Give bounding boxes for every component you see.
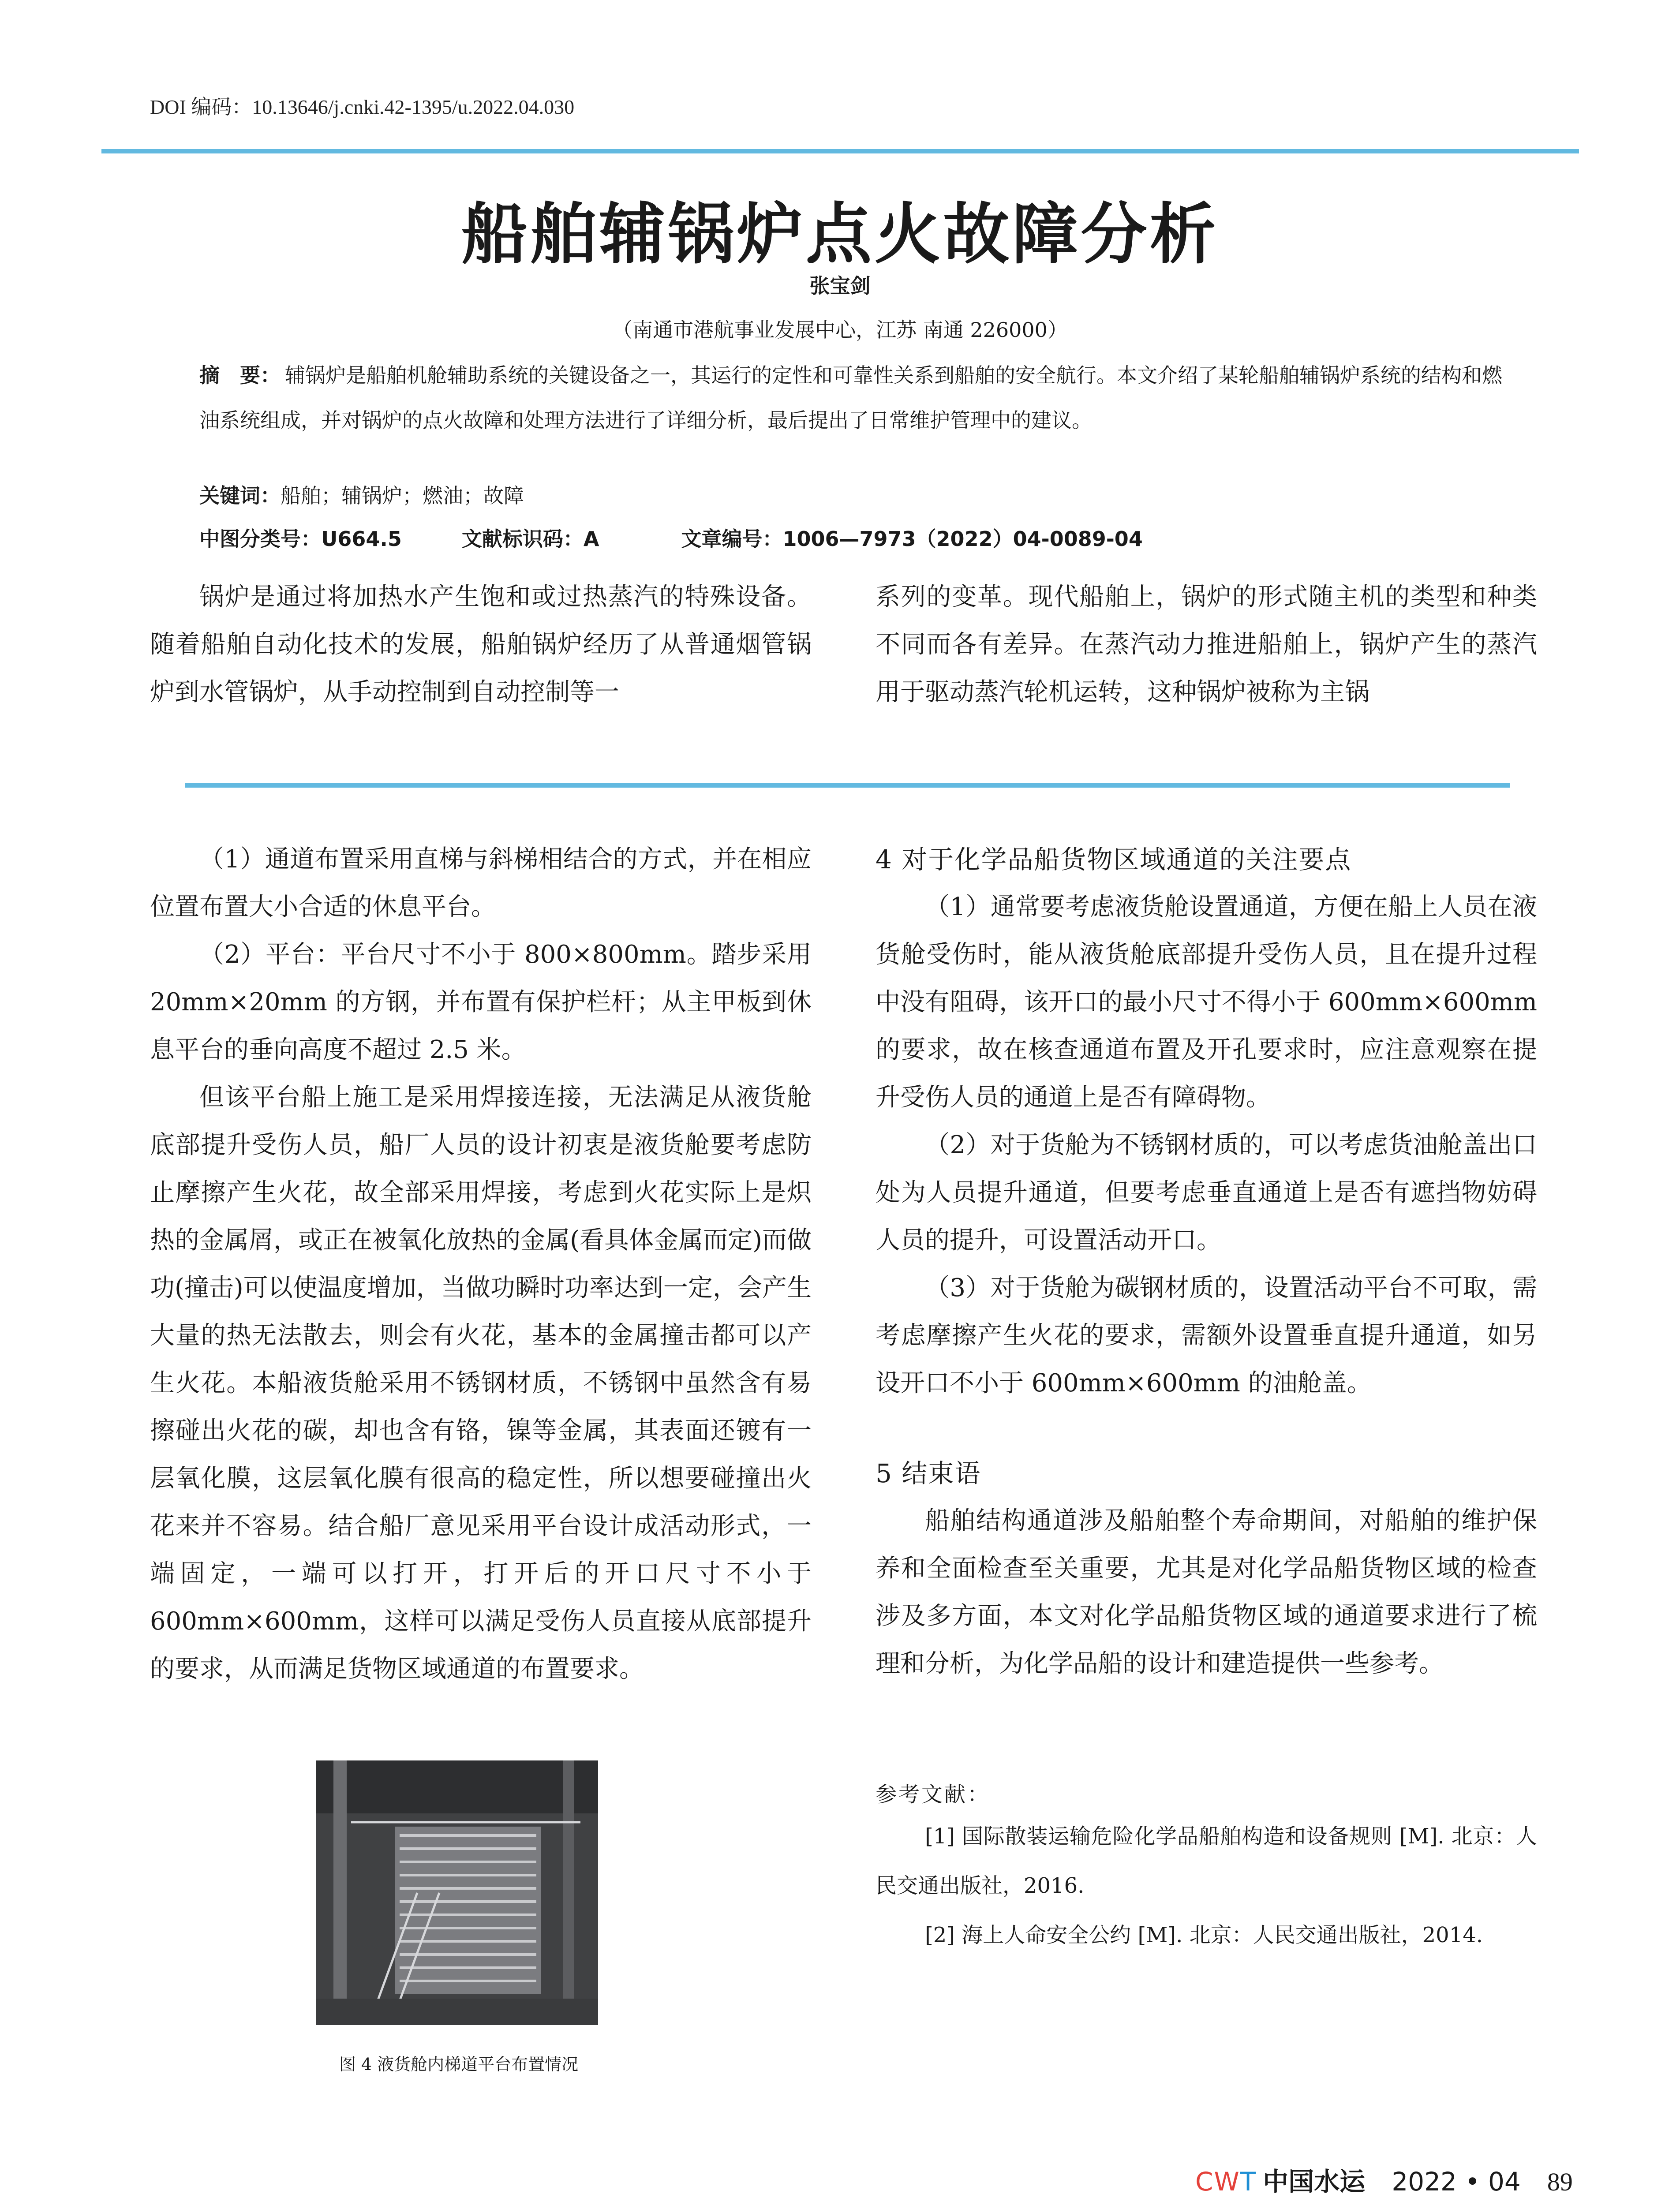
header-rule <box>101 149 1579 153</box>
document-code: 文献标识码：A <box>461 527 599 551</box>
ladder-platform-image <box>316 1760 598 2025</box>
abstract <box>199 353 1505 443</box>
figure-caption: 图 4 液货舱内梯道平台布置情况 <box>339 2055 579 2074</box>
body-paragraph: （1）通常要考虑液货舱设置通道，方便在船上人员在液货舱受伤时，能从液货舱底部提升受伤人员，且在提升过程中没有阻碍，该开口的最小尺寸不得小于 600mm×600mm 的要求，故在核查通道布置及开孔要求时，应注意观察在提升受伤人员的通道上是否有障碍物。 <box>876 893 1537 1112</box>
section-divider <box>185 783 1510 788</box>
abstract-label: 摘 要： <box>199 363 281 387</box>
section-gap <box>876 1407 1537 1450</box>
intro-left-column <box>150 573 812 716</box>
body-paragraph: 船舶结构通道涉及船舶整个寿命期间，对船舶的维护保养和全面检查至关重要，尤其是对化学品船货物区域的检查涉及多方面，本文对化学品船货物区域的通道要求进行了梳理和分析，为化学品船的设计和建造提供一些参考。 <box>876 1506 1537 1678</box>
clc-number: 中图分类号：U664.5 <box>199 527 402 551</box>
body-paragraph: （1）通道布置采用直梯与斜梯相结合的方式，并在相应位置布置大小合适的休息平台。 <box>150 845 812 921</box>
reference-item: [1] 国际散装运输危险化学品船舶构造和设备规则 [M]. 北京：人民交通出版社，2016. <box>876 1824 1537 1898</box>
cwt-logo: CWT <box>1195 2167 1257 2197</box>
body-paragraph: 但该平台船上施工是采用焊接连接，无法满足从液货舱底部提升受伤人员，船厂人员的设计初衷是液货舱要考虑防止摩擦产生火花，故全部采用焊接，考虑到火花实际上是炽热的金属屑，或正在被氧化放热的金属(看具体金属而定)而做功(撞击)可以使温度增加，当做功瞬时功率达到一定，会产生大量的热无法散去，则会有火花，基本的金属撞击都可以产生火花。本船液货舱采用不锈钢材质，不锈钢中虽然含有易擦碰出火花的碳，却也含有铬，镍等金属，其表面还镀有一层氧化膜，这层氧化膜有很高的稳定性，所以想要碰撞出火花来并不容易。结合船厂意见采用平台设计成活动形式，一端固定，一端可以打开，打开后的开口尺寸不小于 600mm×600mm，这样可以满足受伤人员直接从底部提升的要求，从而满足货物区域通道的布置要求。 <box>150 1083 812 1683</box>
references-list <box>876 1812 1537 1960</box>
keywords <box>199 480 524 509</box>
author: 张宝剑 <box>809 274 871 298</box>
body-paragraph: （2）平台：平台尺寸不小于 800×800mm。踏步采用 20mm×20mm 的方钢，并布置有保护栏杆；从主甲板到休息平台的垂向高度不超过 2.5 米。 <box>150 940 812 1064</box>
figure-4-photo <box>316 1760 598 2025</box>
page-footer <box>1195 2161 1573 2198</box>
body-paragraph: （2）对于货舱为不锈钢材质的，可以考虑货油舱盖出口处为人员提升通道，但要考虑垂直通道上是否有遮挡物妨碍人员的提升，可设置活动开口。 <box>876 1131 1537 1255</box>
abstract-text: 辅锅炉是船舶机舱辅助系统的关键设备之一，其运行的定性和可靠性关系到船舶的安全航行。本文介绍了某轮船舶辅锅炉系统的结构和燃油系统组成，并对锅炉的点火故障和处理方法进行了详细分析，最后提出了日常维护管理中的建议。 <box>199 363 1502 432</box>
issue-number: 2022 • 04 <box>1392 2167 1521 2197</box>
doi-line: DOI 编码：10.13646/j.cnki.42-1395/u.2022.04.030 <box>150 96 575 118</box>
intro-paragraph-right: 系列的变革。现代船舶上，锅炉的形式随主机的类型和种类不同而各有差异。在蒸汽动力推进船舶上，锅炉产生的蒸汽用于驱动蒸汽轮机运转，这种锅炉被称为主锅 <box>876 583 1537 706</box>
left-column <box>150 836 812 1693</box>
article-number: 文章编号：1006—7973（2022）04-0089-04 <box>681 527 1143 551</box>
section-heading-5: 5 结束语 <box>876 1458 981 1488</box>
references-title: 参考文献： <box>876 1782 991 1807</box>
section-heading-4: 4 对于化学品船货物区域通道的关注要点 <box>876 845 1352 875</box>
reference-item: [2] 海上人命安全公约 [M]. 北京：人民交通出版社，2014. <box>925 1923 1483 1947</box>
affiliation: （南通市港航事业发展中心，江苏 南通 226000） <box>612 318 1068 342</box>
classification-line <box>199 523 1143 552</box>
page-number: 89 <box>1547 2168 1573 2196</box>
keywords-label: 关键词： <box>199 484 281 508</box>
body-paragraph: （3）对于货舱为碳钢材质的，设置活动平台不可取，需考虑摩擦产生火花的要求，需额外设置垂直提升通道，如另设开口不小于 600mm×600mm 的油舱盖。 <box>876 1274 1537 1398</box>
keywords-text: 船舶；辅锅炉；燃油；故障 <box>281 484 524 508</box>
intro-right-column <box>876 573 1537 716</box>
right-column <box>876 836 1537 1688</box>
intro-paragraph-left: 锅炉是通过将加热水产生饱和或过热蒸汽的特殊设备。随着船舶自动化技术的发展，船舶锅炉经历了从普通烟管锅炉到水管锅炉，从手动控制到自动控制等一 <box>150 583 812 706</box>
journal-name: 中国水运 <box>1263 2167 1366 2197</box>
article-title: 船舶辅锅炉点火故障分析 <box>461 196 1219 273</box>
